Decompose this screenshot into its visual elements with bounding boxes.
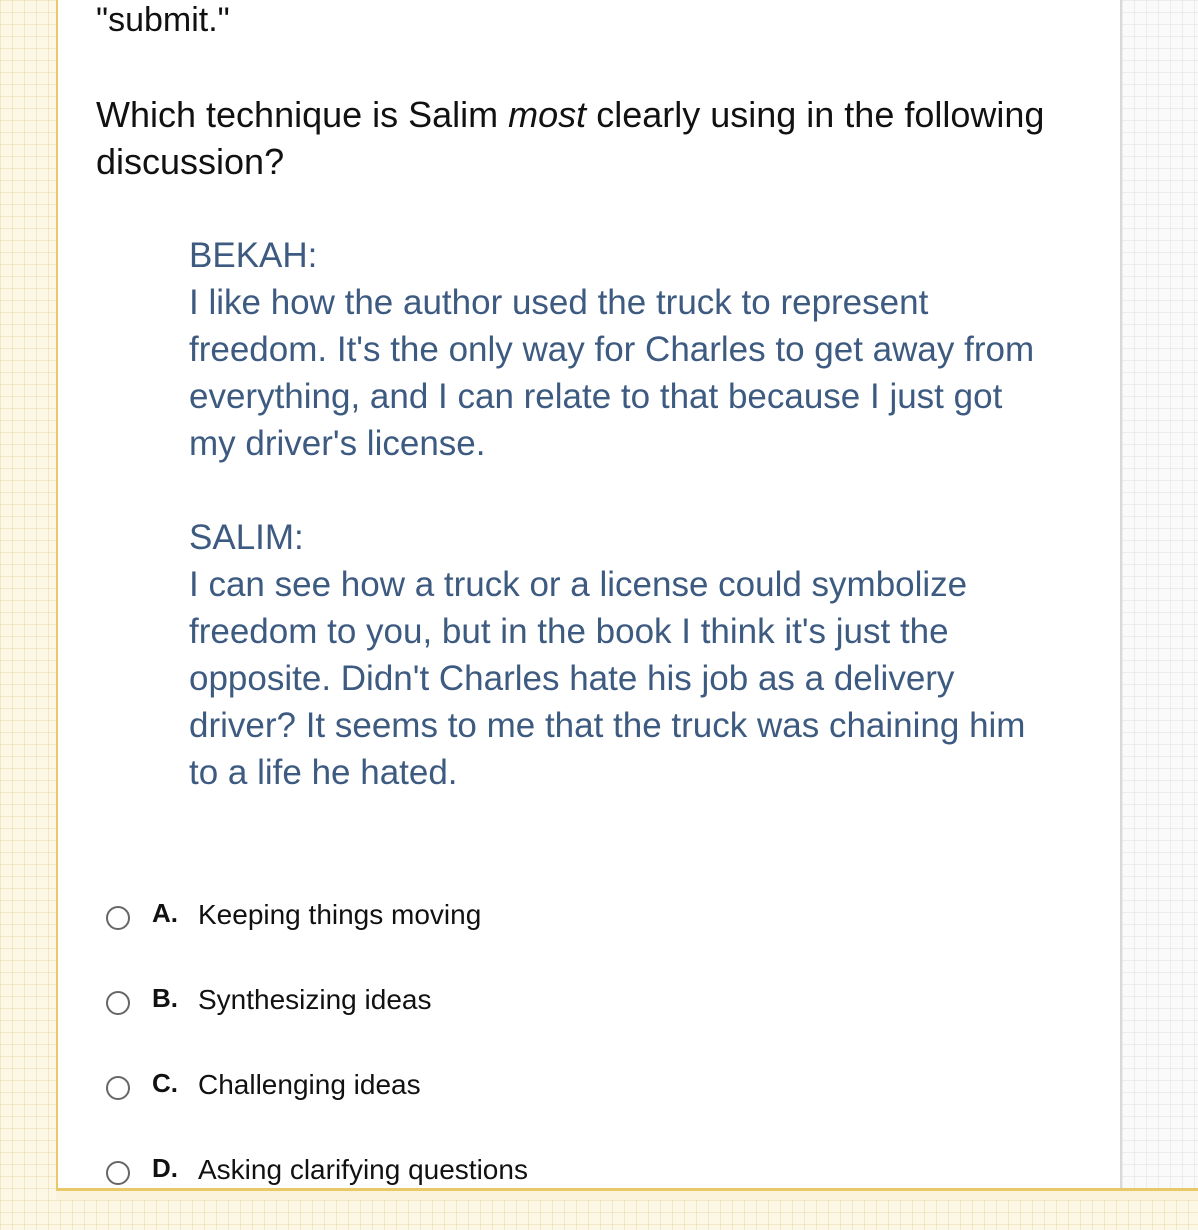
question-suffix: clearly using in the following discussion? bbox=[96, 94, 1045, 182]
speaker-salim: SALIM: bbox=[189, 518, 304, 557]
answer-options bbox=[106, 890, 528, 1230]
option-a[interactable] bbox=[106, 890, 528, 975]
speaker-bekah: BEKAH: bbox=[189, 236, 318, 275]
radio-button-icon[interactable] bbox=[106, 1076, 130, 1100]
option-letter: B. bbox=[152, 983, 178, 1013]
question-card bbox=[56, 0, 1122, 1190]
question-prefix: Which technique is Salim bbox=[96, 94, 509, 135]
option-label[interactable]: Challenging ideas bbox=[198, 1069, 421, 1100]
right-gutter bbox=[1122, 0, 1198, 1190]
quote-bekah: I like how the author used the truck to represent freedom. It's the only way for Charles to get away from everything, and I can relate to that because I just got my driver's license. bbox=[189, 283, 1035, 463]
question-prompt bbox=[96, 91, 1106, 185]
discussion-passage bbox=[189, 232, 1049, 796]
option-b[interactable] bbox=[106, 975, 528, 1060]
option-letter: C. bbox=[152, 1068, 178, 1098]
option-letter: D. bbox=[152, 1153, 178, 1183]
bottom-divider bbox=[56, 1188, 1198, 1200]
radio-button-icon[interactable] bbox=[106, 1161, 130, 1185]
previous-text: "submit." bbox=[96, 1, 230, 39]
option-c[interactable] bbox=[106, 1060, 528, 1145]
quote-salim: I can see how a truck or a license could symbolize freedom to you, but in the book I think it's just the opposite. Didn't Charles hate his job as a delivery driver? It seems to me that the truck was chaining him to a life he hated. bbox=[189, 565, 1026, 792]
option-label[interactable]: Asking clarifying questions bbox=[198, 1154, 528, 1185]
option-label[interactable]: Synthesizing ideas bbox=[198, 984, 432, 1015]
question-emphasis: most bbox=[508, 94, 587, 135]
radio-button-icon[interactable] bbox=[106, 906, 130, 930]
option-letter: A. bbox=[152, 898, 178, 928]
option-label[interactable]: Keeping things moving bbox=[198, 899, 482, 930]
radio-button-icon[interactable] bbox=[106, 991, 130, 1015]
